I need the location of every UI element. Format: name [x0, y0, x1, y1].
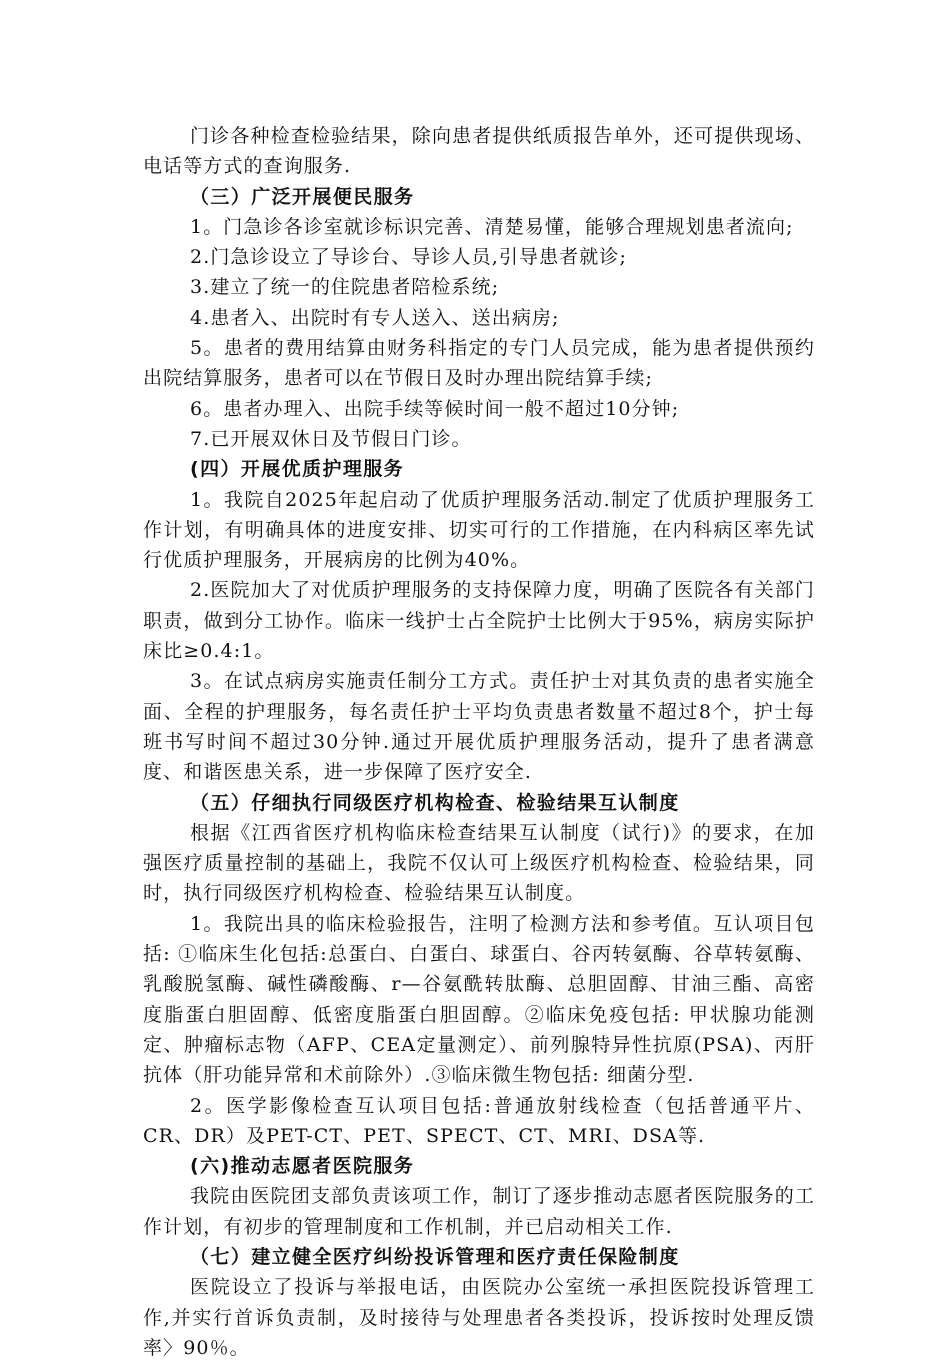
- paragraph-item: 我院由医院团支部负责该项工作，制订了逐步推动志愿者医院服务的工作计划，有初步的管理制度和工作机制，并已启动相关工作.: [143, 1185, 815, 1238]
- paragraph-item: 2.医院加大了对优质护理服务的支持保障力度，明确了医院各有关部门职责，做到分工协作。临床一线护士占全院护士比例大于95%，病房实际护床比≥0.4:1。: [143, 579, 815, 663]
- paragraph-item: 2。医学影像检查互认项目包括:普通放射线检查（包括普通平片、CR、DR）及PET-CT、PET、SPECT、CT、MRI、DSA等.: [143, 1094, 815, 1147]
- paragraph-item: 2.门急诊设立了导诊台、导诊人员,引导患者就诊;: [190, 246, 627, 269]
- section-heading-mutual-recognition: （五）仔细执行同级医疗机构检查、检验结果互认制度: [190, 791, 680, 814]
- document-body: [143, 121, 815, 1363]
- section-heading-quality-nursing: (四）开展优质护理服务: [190, 458, 405, 481]
- paragraph-item: 1。门急诊各诊室就诊标识完善、清楚易懂，能够合理规划患者流向;: [190, 215, 794, 238]
- paragraph-item: 1。我院自2025年起启动了优质护理服务活动.制定了优质护理服务工作计划，有明确具体的进度安排、切实可行的工作措施，在内科病区率先试行优质护理服务，开展病房的比例为40%。: [143, 488, 815, 572]
- paragraph-item: 3.建立了统一的住院患者陪检系统;: [190, 276, 500, 299]
- paragraph-item: 根据《江西省医疗机构临床检查结果互认制度（试行)》的要求，在加强医疗质量控制的基础上，我院不仅认可上级医疗机构检查、检验结果，同时，执行同级医疗机构检查、检验结果互认制度。: [143, 821, 815, 905]
- paragraph-item: 1。我院出具的临床检验报告，注明了检测方法和参考值。互认项目包括: ①临床生化包括:总蛋白、白蛋白、球蛋白、谷丙转氨酶、谷草转氨酶、乳酸脱氢酶、碱性磷酸酶、r—谷氨酰转肽酶、总胆固醇、甘油三酯、高密度脂蛋白胆固醇、低密度脂蛋白胆固醇。②临床免疫包括: 甲状腺功能测定、肿瘤标志物（AFP、CEA定量测定）、前列腺特异性抗原(PSA)、丙肝抗体（肝功能异常和术前除外）.③临床微生物包括: 细菌分型.: [143, 912, 815, 1087]
- section-heading-volunteer-service: (六)推动志愿者医院服务: [190, 1155, 415, 1178]
- paragraph-item: 6。患者办理入、出院手续等候时间一般不超过10分钟;: [190, 397, 680, 420]
- paragraph-item: 7.已开展双休日及节假日门诊。: [190, 427, 472, 450]
- section-heading-convenience-services: （三）广泛开展便民服务: [190, 185, 415, 208]
- paragraph-item: 4.患者入、出院时有专人送入、送出病房;: [190, 306, 560, 329]
- paragraph-outpatient-results: 门诊各种检查检验结果，除向患者提供纸质报告单外，还可提供现场、电话等方式的查询服务.: [143, 125, 815, 178]
- paragraph-item: 3。在试点病房实施责任制分工方式。责任护士对其负责的患者实施全面、全程的护理服务，每名责任护士平均负责患者数量不超过8个，护士每班书写时间不超过30分钟.通过开展优质护理服务活动，提升了患者满意度、和谐医患关系，进一步保障了医疗安全.: [143, 670, 815, 784]
- paragraph-item: 医院设立了投诉与举报电话，由医院办公室统一承担医院投诉管理工作,并实行首诉负责制，及时接待与处理患者各类投诉，投诉按时处理反馈率〉90％。: [143, 1276, 815, 1359]
- paragraph-item: 5。患者的费用结算由财务科指定的专门人员完成，能为患者提供预约出院结算服务，患者可以在节假日及时办理出院结算手续;: [143, 337, 815, 390]
- section-heading-dispute-management: （七）建立健全医疗纠纷投诉管理和医疗责任保险制度: [190, 1245, 680, 1268]
